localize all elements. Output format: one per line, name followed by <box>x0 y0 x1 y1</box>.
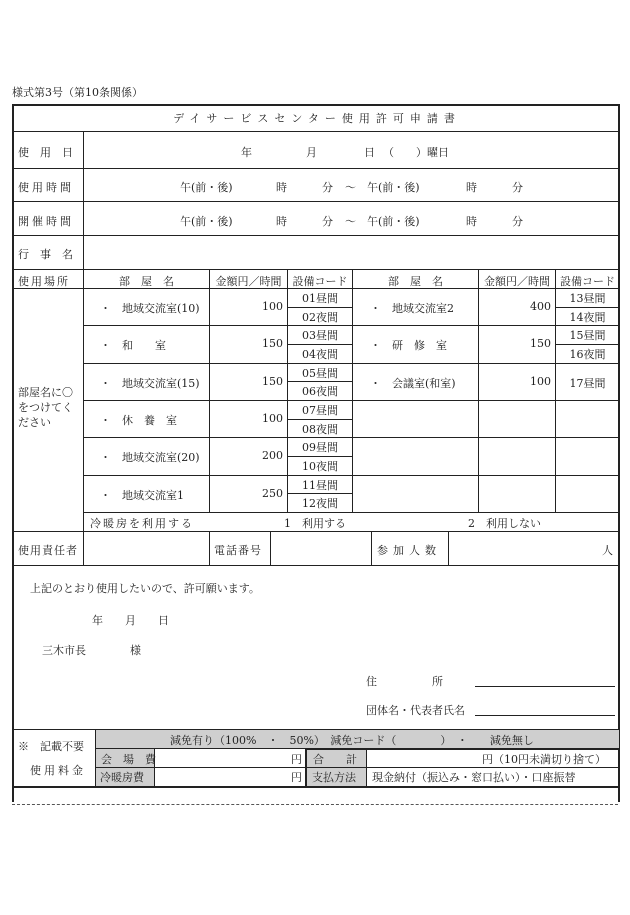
frame-right <box>618 104 620 802</box>
room-code: 11昼間 <box>302 478 338 492</box>
room-name-left[interactable]: ・ 地域交流室1 <box>100 488 184 502</box>
hline <box>288 307 352 308</box>
room-instruction <box>18 385 73 430</box>
hline <box>84 437 352 438</box>
room-code: 12夜間 <box>302 497 338 511</box>
vline <box>371 531 372 565</box>
hline <box>12 201 619 202</box>
hline <box>288 493 352 494</box>
application-date: 年 月 日 <box>92 614 169 627</box>
room-name-right[interactable]: ・ 研 修 室 <box>370 339 447 353</box>
date-year: 年 <box>241 146 252 159</box>
total-label: 合 計 <box>313 753 357 766</box>
hline <box>556 307 619 308</box>
instruction-line: ださい <box>18 416 51 429</box>
instruction-line: をつけてく <box>18 401 73 414</box>
room-name-right[interactable]: ・ 会議室(和室) <box>370 376 456 390</box>
hline <box>288 381 352 382</box>
header-room-name-right: 部 屋 名 <box>388 275 443 288</box>
hline <box>556 344 619 345</box>
hline-bold <box>305 748 619 750</box>
hline <box>353 400 619 401</box>
hline <box>84 475 352 476</box>
label-use-time: 使用時間 <box>18 181 74 194</box>
room-rate-left: 100 <box>262 300 283 313</box>
label-use-date: 使 用 日 <box>18 146 73 159</box>
header-code-left: 設備コード <box>292 275 348 288</box>
room-name-left[interactable]: ・ 地域交流室(20) <box>100 451 200 465</box>
hold-end-hour: 時 <box>466 215 477 228</box>
room-rate-left: 100 <box>262 411 283 425</box>
address-underline <box>475 686 615 687</box>
room-rate-right: 150 <box>530 337 551 351</box>
hline <box>288 419 352 420</box>
room-name-left[interactable]: ・ 地域交流室(10) <box>100 302 200 315</box>
aircon-fee-unit: 円 <box>291 771 302 784</box>
room-code: 16夜間 <box>569 347 606 361</box>
office-label-note: ※ 記載不要 <box>18 740 84 753</box>
form-title: デイサービスセンター使用許可申請書 <box>173 112 461 125</box>
hline <box>12 269 619 270</box>
hline <box>84 363 352 364</box>
hline <box>353 363 619 364</box>
hold-start-ampm: 午(前・後) <box>180 215 233 228</box>
vline <box>352 269 353 512</box>
room-code: 07昼間 <box>302 403 338 417</box>
aircon-option-no-use[interactable]: 2 利用しない <box>468 517 541 530</box>
room-code: 15昼間 <box>569 329 606 343</box>
hline <box>96 767 619 768</box>
org-underline <box>475 715 615 716</box>
room-code: 02夜間 <box>302 310 338 324</box>
vline <box>366 748 367 786</box>
hold-end-ampm: 午(前・後) <box>367 215 420 228</box>
hold-end-minute: 分 <box>512 215 523 228</box>
room-rate-left: 250 <box>262 486 283 500</box>
hline <box>288 344 352 345</box>
form-number: 様式第3号（第10条関係） <box>12 86 143 99</box>
time-start-hour: 時 <box>276 181 287 194</box>
room-name-left[interactable]: ・ 地域交流室(15) <box>100 376 200 390</box>
room-rate-left: 150 <box>262 337 283 351</box>
addressee: 三木市長 様 <box>42 644 141 657</box>
room-rate-left: 200 <box>262 449 283 463</box>
label-place: 使用場所 <box>18 275 70 288</box>
hline <box>12 531 619 532</box>
hline <box>353 475 619 476</box>
date-day: 日 <box>364 146 375 159</box>
address-label: 住 所 <box>366 675 443 688</box>
vline <box>305 748 307 786</box>
label-participants: 参加人数 <box>377 544 441 557</box>
hline <box>353 437 619 438</box>
label-event-name: 行 事 名 <box>18 248 73 261</box>
vline <box>83 131 84 565</box>
room-rate-right: 100 <box>530 374 551 388</box>
hold-tilde: 〜 <box>345 215 356 228</box>
room-name-left[interactable]: ・ 休 養 室 <box>100 413 177 427</box>
hline <box>84 400 352 401</box>
label-hold-time: 開催時間 <box>18 215 74 228</box>
header-room-name-left: 部 屋 名 <box>119 275 174 288</box>
hline <box>84 325 352 326</box>
room-rate-right: 400 <box>530 300 551 313</box>
room-rate-left: 150 <box>262 374 283 388</box>
hline <box>12 131 619 132</box>
hline <box>288 456 352 457</box>
room-code: 01昼間 <box>302 292 338 305</box>
venue-fee-label: 会 場 費 <box>101 753 156 766</box>
room-name-right[interactable]: ・ 地域交流室2 <box>370 302 454 315</box>
room-code: 05昼間 <box>302 366 338 380</box>
org-label: 団体名・代表者氏名 <box>366 704 465 717</box>
time-start-minute: 分 <box>322 181 333 194</box>
room-code: 14夜間 <box>569 310 606 324</box>
time-end-ampm: 午(前・後) <box>367 181 420 194</box>
hline <box>12 565 619 566</box>
hold-start-minute: 分 <box>322 215 333 228</box>
room-name-left[interactable]: ・ 和 室 <box>100 339 166 353</box>
form-frame <box>12 104 619 106</box>
vline <box>209 531 210 565</box>
label-phone: 電話番号 <box>214 544 262 557</box>
vline <box>95 729 96 787</box>
room-code: 04夜間 <box>302 347 338 361</box>
date-weekday: （ ）曜日 <box>383 146 449 159</box>
time-start-ampm: 午(前・後) <box>180 181 233 194</box>
aircon-option-use[interactable]: 1 利用する <box>284 517 346 530</box>
participants-unit: 人 <box>602 544 613 557</box>
date-month: 月 <box>306 146 317 159</box>
room-code: 06夜間 <box>302 385 338 399</box>
frame-left <box>12 104 14 802</box>
room-code: 08夜間 <box>302 422 338 436</box>
aircon-label: 冷暖房を利用する <box>90 517 194 530</box>
vline <box>270 531 271 565</box>
time-tilde: 〜 <box>345 181 356 194</box>
room-code: 17昼間 <box>569 376 606 390</box>
room-code: 10夜間 <box>302 459 338 473</box>
header-code-right: 設備コード <box>560 275 615 288</box>
hline <box>12 235 619 236</box>
venue-fee-unit: 円 <box>291 753 302 766</box>
hline <box>353 325 619 326</box>
total-note: 円（10円未満切り捨て） <box>482 753 606 766</box>
instruction-line: 部屋名に〇 <box>18 386 73 399</box>
application-statement: 上記のとおり使用したいので、許可願います。 <box>30 582 260 595</box>
room-code: 13昼間 <box>569 292 606 305</box>
vline <box>448 531 449 565</box>
cut-line <box>12 804 618 805</box>
header-rate-right: 金額円／時間 <box>484 275 550 288</box>
exemption-options: 減免有り（100% ・ 50%） 減免コード（ ） ・ 減免無し <box>170 734 534 747</box>
frame-bottom <box>12 786 620 788</box>
time-end-minute: 分 <box>512 181 523 194</box>
room-code: 03昼間 <box>302 329 338 343</box>
hold-start-hour: 時 <box>276 215 287 228</box>
time-end-hour: 時 <box>466 181 477 194</box>
office-label-fee: 使用料金 <box>30 764 86 777</box>
hline <box>84 512 619 513</box>
header-rate-left: 金額円／時間 <box>215 275 282 288</box>
aircon-fee-label: 冷暖房費 <box>100 771 144 784</box>
room-code: 09昼間 <box>302 441 338 455</box>
hline <box>12 168 619 169</box>
payment-methods: 現金納付（振込み・窓口払い）・口座振替 <box>372 771 576 784</box>
label-responsible: 使用責任者 <box>18 544 78 557</box>
payment-label: 支払方法 <box>312 771 356 784</box>
